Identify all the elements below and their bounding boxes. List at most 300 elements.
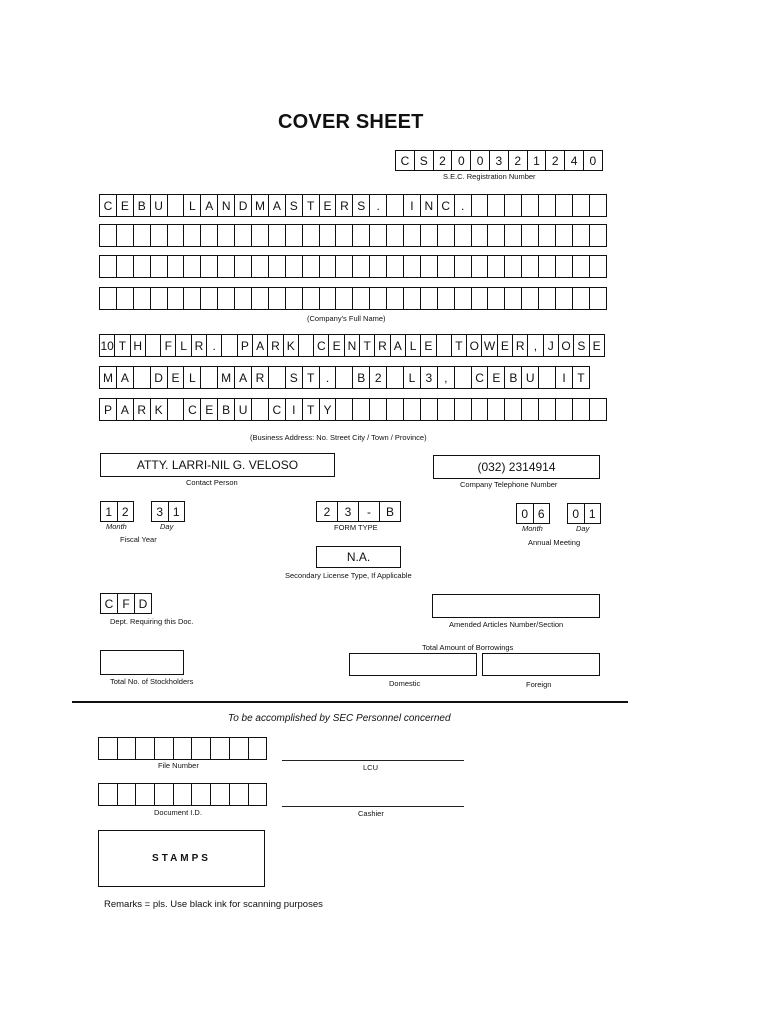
stockholders-label: Total No. of Stockholders bbox=[110, 677, 194, 686]
char-cell[interactable] bbox=[286, 255, 303, 278]
char-cell[interactable] bbox=[168, 398, 185, 421]
char-cell[interactable]: K bbox=[284, 334, 299, 357]
char-cell[interactable]: S bbox=[415, 150, 434, 171]
page-title: COVER SHEET bbox=[278, 111, 424, 133]
business-address-row bbox=[99, 398, 607, 421]
char-cell[interactable]: C bbox=[269, 398, 286, 421]
char-cell[interactable] bbox=[505, 287, 522, 310]
char-cell[interactable] bbox=[539, 398, 556, 421]
char-cell[interactable]: I bbox=[286, 398, 303, 421]
char-cell[interactable]: F bbox=[161, 334, 176, 357]
char-cell[interactable] bbox=[472, 287, 489, 310]
char-cell[interactable] bbox=[353, 398, 370, 421]
char-cell[interactable] bbox=[353, 224, 370, 247]
char-cell[interactable] bbox=[174, 783, 193, 806]
char-cell[interactable] bbox=[472, 224, 489, 247]
char-cell[interactable] bbox=[118, 783, 137, 806]
char-cell[interactable] bbox=[573, 224, 590, 247]
char-cell[interactable] bbox=[269, 366, 286, 389]
char-cell[interactable]: L bbox=[176, 334, 191, 357]
char-cell[interactable]: - bbox=[359, 501, 380, 522]
char-cell[interactable]: S bbox=[286, 194, 303, 217]
char-cell[interactable] bbox=[590, 194, 607, 217]
char-cell[interactable]: F bbox=[118, 593, 135, 614]
char-cell[interactable]: , bbox=[438, 366, 455, 389]
char-cell[interactable]: R bbox=[268, 334, 283, 357]
char-cell[interactable]: 2 bbox=[370, 366, 387, 389]
char-cell[interactable]: A bbox=[117, 398, 134, 421]
char-cell[interactable]: D bbox=[135, 593, 152, 614]
char-cell[interactable] bbox=[146, 334, 161, 357]
char-cell[interactable] bbox=[201, 255, 218, 278]
char-cell[interactable] bbox=[168, 194, 185, 217]
char-cell[interactable] bbox=[222, 334, 237, 357]
char-cell[interactable] bbox=[421, 224, 438, 247]
char-cell[interactable] bbox=[174, 737, 193, 760]
char-cell[interactable] bbox=[299, 334, 314, 357]
char-cell[interactable]: 2 bbox=[317, 501, 338, 522]
char-cell[interactable] bbox=[136, 737, 155, 760]
char-cell[interactable] bbox=[100, 224, 117, 247]
char-cell[interactable] bbox=[438, 287, 455, 310]
secondary-license-value: N.A. bbox=[346, 550, 371, 564]
char-cell[interactable] bbox=[488, 398, 505, 421]
char-cell[interactable]: N bbox=[218, 194, 235, 217]
char-cell[interactable] bbox=[437, 334, 452, 357]
char-cell[interactable] bbox=[252, 287, 269, 310]
char-cell[interactable] bbox=[505, 398, 522, 421]
char-cell[interactable] bbox=[336, 224, 353, 247]
fiscal-year-month-label: Month bbox=[106, 522, 127, 531]
char-cell[interactable]: 2 bbox=[434, 150, 453, 171]
company-name-label: (Company's Full Name) bbox=[307, 314, 386, 323]
char-cell[interactable] bbox=[573, 287, 590, 310]
char-cell[interactable] bbox=[539, 255, 556, 278]
char-cell[interactable] bbox=[387, 194, 404, 217]
char-cell[interactable] bbox=[201, 366, 218, 389]
char-cell[interactable]: R bbox=[375, 334, 390, 357]
char-cell[interactable] bbox=[168, 224, 185, 247]
annual-meeting-day-field[interactable] bbox=[567, 503, 601, 524]
char-cell[interactable]: 10 bbox=[100, 334, 115, 357]
section-divider bbox=[72, 701, 628, 703]
char-cell[interactable] bbox=[522, 255, 539, 278]
char-cell[interactable]: C bbox=[101, 593, 118, 614]
char-cell[interactable]: L bbox=[184, 366, 201, 389]
char-cell[interactable] bbox=[387, 255, 404, 278]
cashier-line[interactable] bbox=[282, 806, 464, 807]
char-cell[interactable] bbox=[404, 224, 421, 247]
char-cell[interactable]: . bbox=[455, 194, 472, 217]
amended-articles-field[interactable] bbox=[432, 594, 600, 618]
char-cell[interactable] bbox=[269, 255, 286, 278]
char-cell[interactable] bbox=[192, 737, 211, 760]
char-cell[interactable] bbox=[455, 224, 472, 247]
char-cell[interactable] bbox=[99, 783, 118, 806]
char-cell[interactable] bbox=[387, 287, 404, 310]
char-cell[interactable] bbox=[252, 255, 269, 278]
char-cell[interactable]: 1 bbox=[101, 501, 118, 522]
char-cell[interactable] bbox=[184, 255, 201, 278]
char-cell[interactable] bbox=[455, 398, 472, 421]
char-cell[interactable]: S bbox=[286, 366, 303, 389]
secondary-license-field[interactable] bbox=[316, 546, 401, 568]
char-cell[interactable] bbox=[192, 783, 211, 806]
char-cell[interactable] bbox=[455, 366, 472, 389]
char-cell[interactable] bbox=[249, 783, 268, 806]
char-cell[interactable]: . bbox=[320, 366, 337, 389]
char-cell[interactable]: E bbox=[488, 366, 505, 389]
char-cell[interactable] bbox=[404, 255, 421, 278]
char-cell[interactable]: U bbox=[151, 194, 168, 217]
char-cell[interactable]: E bbox=[117, 194, 134, 217]
char-cell[interactable] bbox=[155, 783, 174, 806]
char-cell[interactable]: J bbox=[544, 334, 559, 357]
document-id-label: Document I.D. bbox=[154, 808, 202, 817]
char-cell[interactable]: 6 bbox=[534, 503, 551, 524]
domestic-borrowings-field[interactable] bbox=[349, 653, 477, 676]
char-cell[interactable] bbox=[230, 783, 249, 806]
char-cell[interactable]: C bbox=[184, 398, 201, 421]
char-cell[interactable] bbox=[100, 255, 117, 278]
char-cell[interactable] bbox=[421, 287, 438, 310]
char-cell[interactable] bbox=[387, 398, 404, 421]
char-cell[interactable]: H bbox=[131, 334, 146, 357]
dept-requiring-label: Dept. Requiring this Doc. bbox=[110, 617, 194, 626]
char-cell[interactable]: T bbox=[573, 366, 590, 389]
annual-meeting-month-field[interactable] bbox=[516, 503, 550, 524]
lcu-label: LCU bbox=[363, 763, 379, 772]
char-cell[interactable]: 0 bbox=[584, 150, 603, 171]
char-cell[interactable] bbox=[488, 255, 505, 278]
char-cell[interactable]: , bbox=[528, 334, 543, 357]
telephone-label: Company Telephone Number bbox=[460, 480, 558, 489]
char-cell[interactable] bbox=[134, 366, 151, 389]
char-cell[interactable] bbox=[269, 287, 286, 310]
char-cell[interactable]: E bbox=[498, 334, 513, 357]
annual-meeting-day-label: Day bbox=[576, 524, 590, 533]
char-cell[interactable]: . bbox=[207, 334, 222, 357]
char-cell[interactable]: R bbox=[513, 334, 528, 357]
char-cell[interactable] bbox=[303, 255, 320, 278]
char-cell[interactable] bbox=[211, 737, 230, 760]
char-cell[interactable]: 2 bbox=[509, 150, 528, 171]
char-cell[interactable] bbox=[320, 255, 337, 278]
char-cell[interactable]: R bbox=[336, 194, 353, 217]
char-cell[interactable] bbox=[488, 194, 505, 217]
company-name-row bbox=[99, 287, 607, 310]
char-cell[interactable] bbox=[134, 287, 151, 310]
char-cell[interactable]: C bbox=[100, 194, 117, 217]
char-cell[interactable]: T bbox=[303, 194, 320, 217]
char-cell[interactable]: B bbox=[218, 398, 235, 421]
char-cell[interactable]: B bbox=[353, 366, 370, 389]
char-cell[interactable] bbox=[269, 224, 286, 247]
char-cell[interactable]: E bbox=[590, 334, 605, 357]
char-cell[interactable] bbox=[455, 287, 472, 310]
business-address-row bbox=[99, 334, 605, 357]
char-cell[interactable] bbox=[320, 224, 337, 247]
char-cell[interactable]: E bbox=[329, 334, 344, 357]
char-cell[interactable]: 1 bbox=[585, 503, 602, 524]
char-cell[interactable] bbox=[336, 255, 353, 278]
fiscal-year-day-label: Day bbox=[160, 522, 174, 531]
char-cell[interactable] bbox=[522, 287, 539, 310]
char-cell[interactable] bbox=[556, 398, 573, 421]
char-cell[interactable] bbox=[522, 398, 539, 421]
char-cell[interactable] bbox=[184, 224, 201, 247]
char-cell[interactable] bbox=[590, 287, 607, 310]
char-cell[interactable] bbox=[404, 398, 421, 421]
char-cell[interactable] bbox=[134, 255, 151, 278]
char-cell[interactable] bbox=[168, 255, 185, 278]
char-cell[interactable] bbox=[235, 255, 252, 278]
char-cell[interactable]: Y bbox=[320, 398, 337, 421]
char-cell[interactable] bbox=[387, 224, 404, 247]
char-cell[interactable]: S bbox=[353, 194, 370, 217]
char-cell[interactable] bbox=[421, 255, 438, 278]
char-cell[interactable] bbox=[556, 224, 573, 247]
char-cell[interactable] bbox=[100, 287, 117, 310]
char-cell[interactable] bbox=[336, 287, 353, 310]
char-cell[interactable]: D bbox=[151, 366, 168, 389]
char-cell[interactable] bbox=[151, 287, 168, 310]
char-cell[interactable]: U bbox=[522, 366, 539, 389]
char-cell[interactable]: A bbox=[269, 194, 286, 217]
char-cell[interactable]: T bbox=[360, 334, 375, 357]
char-cell[interactable] bbox=[117, 224, 134, 247]
char-cell[interactable] bbox=[488, 287, 505, 310]
char-cell[interactable]: A bbox=[201, 194, 218, 217]
char-cell[interactable]: 1 bbox=[169, 501, 186, 522]
char-cell[interactable] bbox=[488, 224, 505, 247]
char-cell[interactable] bbox=[252, 224, 269, 247]
char-cell[interactable]: T bbox=[303, 366, 320, 389]
char-cell[interactable] bbox=[573, 194, 590, 217]
char-cell[interactable]: C bbox=[314, 334, 329, 357]
char-cell[interactable]: R bbox=[134, 398, 151, 421]
char-cell[interactable]: R bbox=[252, 366, 269, 389]
document-id-field[interactable] bbox=[98, 783, 267, 806]
char-cell[interactable]: A bbox=[235, 366, 252, 389]
form-type-field[interactable] bbox=[316, 501, 401, 522]
char-cell[interactable]: 4 bbox=[565, 150, 584, 171]
char-cell[interactable] bbox=[505, 194, 522, 217]
char-cell[interactable] bbox=[184, 287, 201, 310]
dept-requiring-field[interactable] bbox=[100, 593, 152, 614]
char-cell[interactable] bbox=[404, 287, 421, 310]
char-cell[interactable] bbox=[218, 255, 235, 278]
char-cell[interactable] bbox=[218, 224, 235, 247]
char-cell[interactable]: C bbox=[438, 194, 455, 217]
char-cell[interactable] bbox=[118, 737, 137, 760]
char-cell[interactable] bbox=[201, 287, 218, 310]
char-cell[interactable] bbox=[249, 737, 268, 760]
char-cell[interactable]: E bbox=[320, 194, 337, 217]
char-cell[interactable]: C bbox=[472, 366, 489, 389]
char-cell[interactable] bbox=[370, 398, 387, 421]
char-cell[interactable]: 0 bbox=[471, 150, 490, 171]
char-cell[interactable] bbox=[556, 255, 573, 278]
fiscal-year-label: Fiscal Year bbox=[120, 535, 157, 544]
char-cell[interactable] bbox=[438, 255, 455, 278]
char-cell[interactable] bbox=[353, 287, 370, 310]
char-cell[interactable]: M bbox=[218, 366, 235, 389]
char-cell[interactable]: . bbox=[370, 194, 387, 217]
sec-registration-number-field[interactable] bbox=[395, 150, 603, 171]
char-cell[interactable] bbox=[370, 287, 387, 310]
char-cell[interactable] bbox=[539, 224, 556, 247]
char-cell[interactable]: L bbox=[406, 334, 421, 357]
char-cell[interactable] bbox=[556, 194, 573, 217]
char-cell[interactable]: A bbox=[391, 334, 406, 357]
char-cell[interactable]: I bbox=[404, 194, 421, 217]
char-cell[interactable]: N bbox=[421, 194, 438, 217]
business-address-row bbox=[99, 366, 590, 389]
char-cell[interactable]: 3 bbox=[490, 150, 509, 171]
char-cell[interactable]: E bbox=[168, 366, 185, 389]
char-cell[interactable]: 2 bbox=[118, 501, 135, 522]
char-cell[interactable] bbox=[168, 287, 185, 310]
char-cell[interactable] bbox=[573, 255, 590, 278]
char-cell[interactable]: S bbox=[574, 334, 589, 357]
char-cell[interactable] bbox=[252, 398, 269, 421]
char-cell[interactable] bbox=[505, 224, 522, 247]
char-cell[interactable] bbox=[336, 398, 353, 421]
char-cell[interactable] bbox=[151, 255, 168, 278]
char-cell[interactable]: B bbox=[134, 194, 151, 217]
char-cell[interactable]: D bbox=[235, 194, 252, 217]
char-cell[interactable]: C bbox=[396, 150, 415, 171]
char-cell[interactable]: 0 bbox=[517, 503, 534, 524]
fiscal-year-month-field[interactable] bbox=[100, 501, 134, 522]
telephone-field[interactable] bbox=[433, 455, 600, 479]
contact-person-value: ATTY. LARRI-NIL G. VELOSO bbox=[136, 458, 299, 472]
char-cell[interactable] bbox=[201, 224, 218, 247]
char-cell[interactable]: T bbox=[452, 334, 467, 357]
char-cell[interactable] bbox=[353, 255, 370, 278]
char-cell[interactable]: 0 bbox=[568, 503, 585, 524]
char-cell[interactable]: P bbox=[238, 334, 253, 357]
char-cell[interactable]: M bbox=[100, 366, 117, 389]
char-cell[interactable] bbox=[472, 194, 489, 217]
char-cell[interactable] bbox=[136, 783, 155, 806]
fiscal-year-day-field[interactable] bbox=[151, 501, 185, 522]
contact-person-label: Contact Person bbox=[186, 478, 238, 487]
char-cell[interactable] bbox=[117, 287, 134, 310]
char-cell[interactable]: 3 bbox=[338, 501, 359, 522]
char-cell[interactable] bbox=[134, 224, 151, 247]
char-cell[interactable]: 1 bbox=[528, 150, 547, 171]
char-cell[interactable]: W bbox=[482, 334, 497, 357]
char-cell[interactable]: I bbox=[556, 366, 573, 389]
char-cell[interactable] bbox=[286, 224, 303, 247]
char-cell[interactable] bbox=[472, 398, 489, 421]
stamps-box[interactable] bbox=[98, 830, 265, 887]
char-cell[interactable] bbox=[151, 224, 168, 247]
char-cell[interactable] bbox=[370, 255, 387, 278]
char-cell[interactable]: L bbox=[404, 366, 421, 389]
char-cell[interactable] bbox=[235, 287, 252, 310]
char-cell[interactable] bbox=[320, 287, 337, 310]
file-number-field[interactable] bbox=[98, 737, 267, 760]
char-cell[interactable] bbox=[455, 255, 472, 278]
char-cell[interactable] bbox=[522, 224, 539, 247]
lcu-line[interactable] bbox=[282, 760, 464, 761]
char-cell[interactable]: O bbox=[467, 334, 482, 357]
business-address-label: (Business Address: No. Street City / Town / Province) bbox=[250, 433, 427, 442]
char-cell[interactable] bbox=[370, 224, 387, 247]
char-cell[interactable] bbox=[590, 255, 607, 278]
char-cell[interactable] bbox=[211, 783, 230, 806]
char-cell[interactable] bbox=[303, 287, 320, 310]
char-cell[interactable] bbox=[590, 224, 607, 247]
char-cell[interactable] bbox=[336, 366, 353, 389]
char-cell[interactable]: A bbox=[253, 334, 268, 357]
char-cell[interactable]: 3 bbox=[421, 366, 438, 389]
secondary-license-label: Secondary License Type, If Applicable bbox=[285, 571, 412, 580]
char-cell[interactable] bbox=[117, 255, 134, 278]
char-cell[interactable] bbox=[235, 224, 252, 247]
char-cell[interactable]: U bbox=[235, 398, 252, 421]
char-cell[interactable] bbox=[303, 224, 320, 247]
char-cell[interactable]: B bbox=[505, 366, 522, 389]
char-cell[interactable]: B bbox=[380, 501, 401, 522]
sec-registration-label: S.E.C. Registration Number bbox=[443, 172, 536, 181]
char-cell[interactable] bbox=[539, 194, 556, 217]
char-cell[interactable]: N bbox=[345, 334, 360, 357]
char-cell[interactable] bbox=[438, 398, 455, 421]
char-cell[interactable] bbox=[472, 255, 489, 278]
char-cell[interactable]: 0 bbox=[452, 150, 471, 171]
char-cell[interactable] bbox=[286, 287, 303, 310]
char-cell[interactable] bbox=[438, 224, 455, 247]
char-cell[interactable]: E bbox=[421, 334, 436, 357]
char-cell[interactable] bbox=[573, 398, 590, 421]
char-cell[interactable]: M bbox=[252, 194, 269, 217]
char-cell[interactable] bbox=[155, 737, 174, 760]
borrowings-label: Total Amount of Borrowings bbox=[422, 643, 514, 652]
contact-person-field[interactable] bbox=[100, 453, 335, 477]
char-cell[interactable]: L bbox=[184, 194, 201, 217]
char-cell[interactable]: T bbox=[115, 334, 130, 357]
char-cell[interactable]: P bbox=[100, 398, 117, 421]
char-cell[interactable] bbox=[539, 366, 556, 389]
char-cell[interactable] bbox=[218, 287, 235, 310]
char-cell[interactable]: R bbox=[192, 334, 207, 357]
char-cell[interactable] bbox=[556, 287, 573, 310]
char-cell[interactable]: A bbox=[117, 366, 134, 389]
char-cell[interactable] bbox=[421, 398, 438, 421]
char-cell[interactable] bbox=[99, 737, 118, 760]
char-cell[interactable] bbox=[590, 398, 607, 421]
char-cell[interactable]: 3 bbox=[152, 501, 169, 522]
stockholders-field[interactable] bbox=[100, 650, 184, 675]
annual-meeting-label: Annual Meeting bbox=[528, 538, 581, 547]
char-cell[interactable] bbox=[505, 255, 522, 278]
char-cell[interactable]: T bbox=[303, 398, 320, 421]
foreign-borrowings-field[interactable] bbox=[482, 653, 600, 676]
char-cell[interactable] bbox=[522, 194, 539, 217]
char-cell[interactable] bbox=[230, 737, 249, 760]
file-number-label: File Number bbox=[158, 761, 199, 770]
char-cell[interactable]: E bbox=[201, 398, 218, 421]
char-cell[interactable]: O bbox=[559, 334, 574, 357]
char-cell[interactable] bbox=[387, 366, 404, 389]
char-cell[interactable]: K bbox=[151, 398, 168, 421]
char-cell[interactable]: 2 bbox=[546, 150, 565, 171]
char-cell[interactable] bbox=[539, 287, 556, 310]
